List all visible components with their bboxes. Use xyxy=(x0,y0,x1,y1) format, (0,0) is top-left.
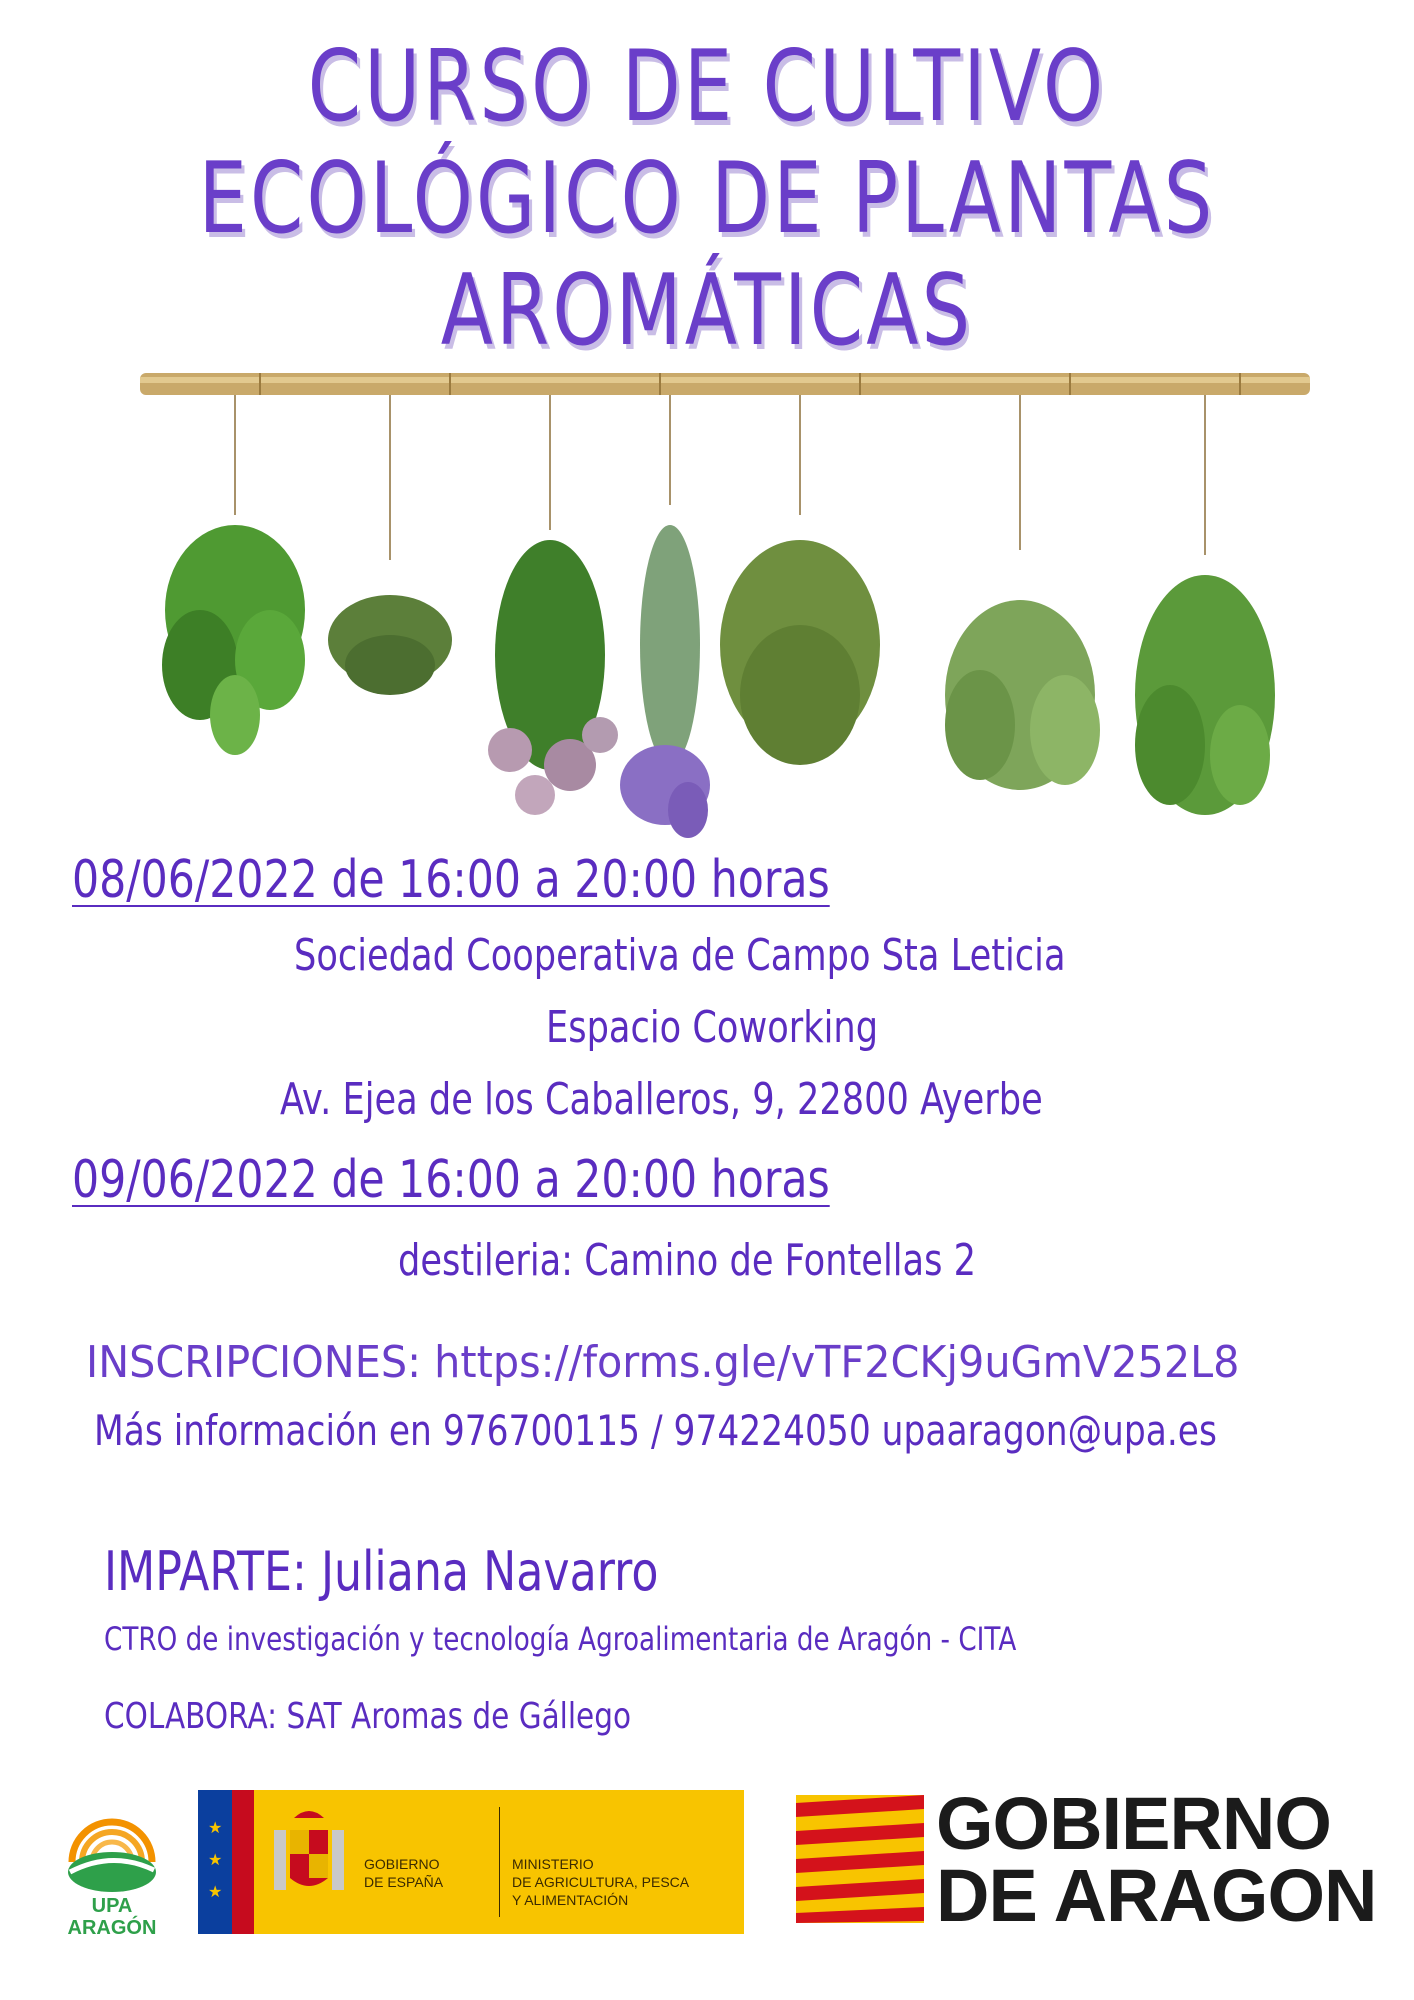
registration-link[interactable]: INSCRIPCIONES: https://forms.gle/vTF2CKj9uGmV252L8 xyxy=(86,1337,1240,1388)
spain-ministry-logo xyxy=(198,1790,744,1934)
ministry-line-3: Y ALIMENTACIÓN xyxy=(512,1892,629,1908)
sage-bunch xyxy=(945,600,1100,790)
hanging-herbs-image xyxy=(140,365,1310,845)
lavender-bunch xyxy=(620,525,710,838)
aragon-line-2: DE ARAGON xyxy=(936,1854,1377,1937)
session-1-location-line-1: Sociedad Cooperativa de Campo Sta Leticia xyxy=(294,930,1066,981)
session-2-date: 09/06/2022 de 16:00 a 20:00 horas xyxy=(72,1150,830,1210)
aragon-government-wordmark xyxy=(936,1782,1377,1937)
session-1-location-line-3: Av. Ejea de los Caballeros, 9, 22800 Ayerbe xyxy=(280,1074,1043,1125)
session-1-date: 08/06/2022 de 16:00 a 20:00 horas xyxy=(72,850,830,910)
aragon-line-1: GOBIERNO xyxy=(936,1782,1331,1865)
upa-line-1: UPA xyxy=(91,1895,133,1917)
thyme-bunch xyxy=(328,595,452,695)
upa-aragon-wordmark xyxy=(44,1895,180,1939)
spain-gov-line-2: DE ESPAÑA xyxy=(364,1874,444,1890)
rosemary-bunch xyxy=(720,540,880,765)
mint-bunch xyxy=(1135,575,1275,815)
session-2-location: destileria: Camino de Fontellas 2 xyxy=(398,1235,977,1286)
ministry-line-1: MINISTERIO xyxy=(512,1856,594,1872)
basil-bunch xyxy=(162,525,305,755)
spain-flag-stripe xyxy=(232,1790,254,1934)
more-info: Más información en 976700115 / 974224050 upaaragon@upa.es xyxy=(94,1406,1217,1455)
upa-line-2: ARAGÓN xyxy=(67,1917,157,1939)
aragon-flag-icon xyxy=(796,1795,924,1923)
ministry-line-2: DE AGRICULTURA, PESCA xyxy=(512,1874,690,1890)
title-line-2: ECOLÓGICO DE PLANTAS xyxy=(198,142,1216,256)
eu-flag: ★ ★ ★ xyxy=(198,1790,232,1934)
bamboo-pole xyxy=(140,373,1310,395)
title-line-1: CURSO DE CULTIVO xyxy=(307,30,1107,144)
teacher-organization: CTRO de investigación y tecnología Agroalimentaria de Aragón - CITA xyxy=(104,1620,1017,1658)
title-line-3: AROMÁTICAS xyxy=(440,254,974,368)
spain-gov-line-1: GOBIERNO xyxy=(364,1856,440,1872)
collaborator: COLABORA: SAT Aromas de Gállego xyxy=(104,1696,632,1737)
spain-coat-of-arms-icon xyxy=(254,1790,364,1934)
session-1-location-line-2: Espacio Coworking xyxy=(546,1002,879,1053)
teacher: IMPARTE: Juliana Navarro xyxy=(104,1540,659,1603)
spain-government-label xyxy=(364,1807,500,1917)
ministry-label xyxy=(500,1807,689,1934)
oregano-bunch xyxy=(488,540,618,815)
